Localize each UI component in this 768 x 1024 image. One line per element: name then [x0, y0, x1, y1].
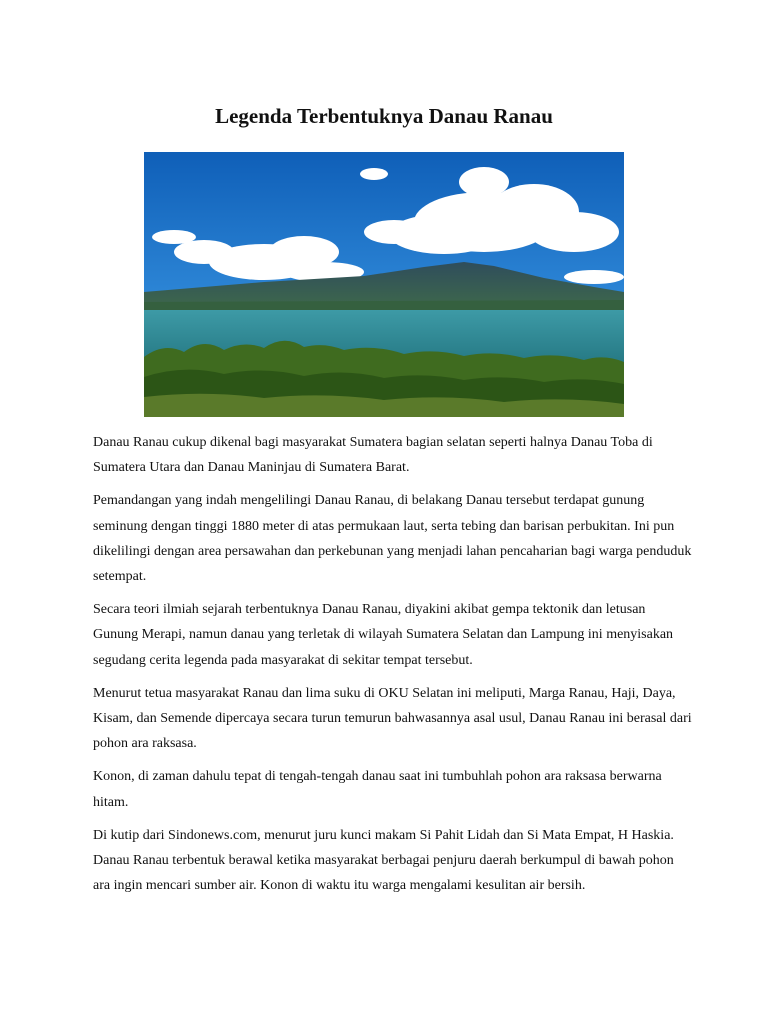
paragraph: Secara teori ilmiah sejarah terbentuknya Danau Ranau, diyakini akibat gempa tektonik dan letusan Gunung Merapi, namun danau yang terletak di wilayah Sumatera Selatan dan Lampung ini menyisakan segudang cerita legenda pada masyarakat di sekitar tempat tersebut.	[93, 602, 674, 668]
paragraph: Menurut tetua masyarakat Ranau dan lima suku di OKU Selatan ini meliputi, Marga Ranau, Haji, Daya, Kisam, dan Semende dipercaya secara turun temurun bahwasannya asal usul, Danau Ranau ini berasal dari pohon ara raksasa.	[93, 685, 692, 752]
lake-photo	[144, 152, 624, 417]
paragraph: Konon, di zaman dahulu tepat di tengah-tengah danau saat ini tumbuhlah pohon ara raksasa berwarna hitam.	[93, 769, 662, 810]
document-body	[93, 430, 693, 906]
paragraph: Di kutip dari Sindonews.com, menurut juru kunci makam Si Pahit Lidah dan Si Mata Empat, H Haskia. Danau Ranau terbentuk berawal ketika masyarakat berbagai penjuru daerah berkumpul di bawah pohon ara ingin mencari sumber air. Konon di waktu itu warga mengalami kesulitan air bersih.	[93, 827, 674, 894]
document-title: Legenda Terbentuknya Danau Ranau	[215, 104, 553, 128]
paragraph: Danau Ranau cukup dikenal bagi masyarakat Sumatera bagian selatan seperti halnya Danau Toba di Sumatera Utara dan Danau Maninjau di Sumatera Barat.	[93, 435, 653, 476]
paragraph: Pemandangan yang indah mengelilingi Danau Ranau, di belakang Danau tersebut terdapat gunung seminung dengan tinggi 1880 meter di atas permukaan laut, serta tebing dan barisan perbukitan. Ini pun dikelilingi dengan area persawahan dan perkebunan yang menjadi lahan pencaharian bagi warga penduduk setempat.	[93, 493, 692, 585]
